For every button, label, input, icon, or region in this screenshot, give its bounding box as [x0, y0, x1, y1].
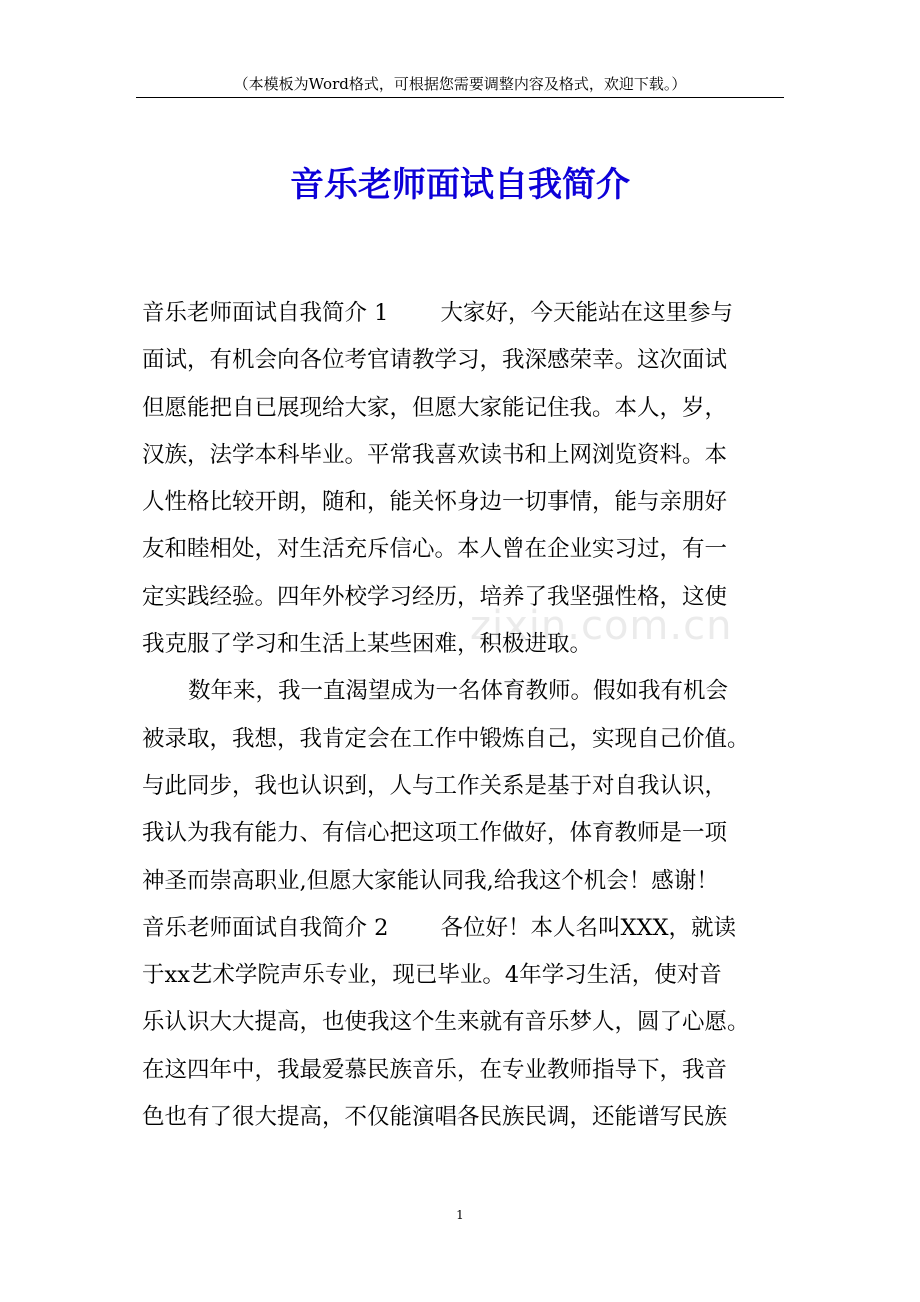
paragraph-line: 友和睦相处，对生活充斥信心。本人曾在企业实习过，有一 — [142, 536, 728, 563]
document-title: 音乐老师面试自我简介 — [290, 165, 630, 205]
section1-line1-text: 大家好，今天能站在这里参与 — [440, 300, 733, 326]
watermark: zixin.com.cn — [470, 603, 733, 649]
section1-first-line — [142, 290, 782, 337]
paragraph-line: 但愿能把自已展现给大家，但愿大家能记住我。本人，岁， — [142, 394, 728, 421]
template-note: （本模板为Word格式，可根据您需要调整内容及格式，欢迎下载。） — [233, 75, 687, 93]
paragraph-line: 数年来，我一直渴望成为一名体育教师。假如我有机会 — [188, 678, 729, 705]
page-number: 1 — [456, 1208, 464, 1222]
paragraph-line: 色也有了很大提高，不仅能演唱各民族民调，还能谱写民族 — [142, 1104, 728, 1131]
paragraph-line: 汉族，法学本科毕业。平常我喜欢读书和上网浏览资料。本 — [142, 441, 728, 468]
section1-heading: 音乐老师面试自我简介 1 — [142, 300, 389, 326]
paragraph-line: 人性格比较开朗，随和，能关怀身边一切事情，能与亲朋好 — [142, 489, 728, 516]
paragraph-line: 面试，有机会向各位考官请教学习，我深感荣幸。这次面试 — [142, 347, 728, 374]
paragraph-line: 被录取，我想，我肯定会在工作中锻炼自己，实现自己价值。 — [142, 725, 750, 752]
section2-heading: 音乐老师面试自我简介 2 — [142, 914, 389, 941]
paragraph-line: 与此同步，我也认识到，人与工作关系是基于对自我认识， — [142, 772, 728, 799]
paragraph-line: 神圣而崇高职业,但愿大家能认同我,给我这个机会！感谢！ — [142, 867, 719, 894]
section2-line1-text: 各位好！本人名叫XXX，就读 — [440, 914, 737, 941]
document-body — [142, 290, 782, 1141]
paragraph-line: 于xx艺术学院声乐专业，现已毕业。4年学习生活，使对音 — [142, 962, 722, 989]
paragraph-line: 定实践经验。四年外校学习经历，培养了我坚强性格，这使 — [142, 583, 728, 610]
paragraph-line: 我克服了学习和生活上某些困难，积极进取。 — [142, 631, 593, 658]
paragraph-line: 在这四年中，我最爱慕民族音乐，在专业教师指导下，我音 — [142, 1056, 728, 1083]
section2-first-line — [142, 905, 782, 952]
paragraph-line: 乐认识大大提高，也使我这个生来就有音乐梦人，圆了心愿。 — [142, 1009, 750, 1036]
header-divider — [136, 97, 784, 98]
paragraph-line: 我认为我有能力、有信心把这项工作做好，体育教师是一项 — [142, 820, 728, 847]
